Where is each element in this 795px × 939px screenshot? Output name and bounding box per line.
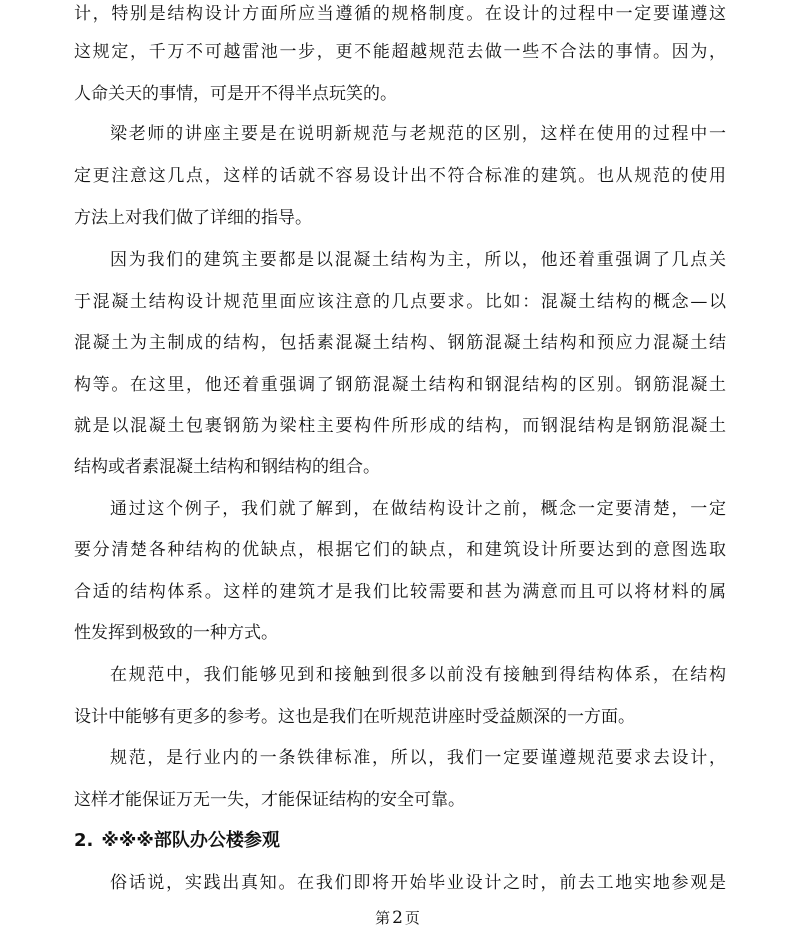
page-footer	[0, 908, 795, 928]
paragraph-line: 方法上对我们做了详细的指导。	[74, 208, 312, 228]
paragraph-line: 设计中能够有更多的参考。这也是我们在听规范讲座时受益颇深的一方面。	[74, 707, 635, 727]
paragraph-line: 合适的结构体系。这样的建筑才是我们比较需要和甚为满意而且可以将材料的属	[74, 582, 726, 602]
section-title: ※※※部队办公楼参观	[101, 830, 280, 851]
paragraph-line: 俗话说，实践出真知。在我们即将开始毕业设计之时，前去工地实地参观是	[110, 873, 726, 893]
footer-prefix: 第	[375, 909, 391, 927]
footer-suffix: 页	[404, 909, 420, 927]
paragraph-line: 规范，是行业内的一条铁律标准，所以，我们一定要谨遵规范要求去设计，	[110, 748, 726, 768]
paragraph-line: 构等。在这里，他还着重强调了钢筋混凝土结构和钢混结构的区别。钢筋混凝土	[74, 375, 726, 395]
paragraph-line: 人命关天的事情，可是开不得半点玩笑的。	[74, 84, 397, 104]
paragraph-line: 计，特别是结构设计方面所应当遵循的规格制度。在设计的过程中一定要谨遵这	[74, 4, 726, 24]
paragraph-line: 通过这个例子，我们就了解到，在做结构设计之前，概念一定要清楚，一定	[110, 499, 726, 519]
paragraph-line: 结构或者素混凝土结构和钢结构的组合。	[74, 457, 380, 477]
paragraph-line: 于混凝土结构设计规范里面应该注意的几点要求。比如：混凝土结构的概念—以	[74, 292, 726, 312]
paragraph-line: 要分清楚各种结构的优缺点，根据它们的缺点，和建筑设计所要达到的意图选取	[74, 540, 726, 560]
page-number: 2	[392, 908, 403, 928]
paragraph-line: 性发挥到极致的一种方式。	[74, 623, 278, 643]
paragraph-line: 就是以混凝土包裹钢筋为梁柱主要构件所形成的结构，而钢混结构是钢筋混凝土	[74, 416, 726, 436]
section-number: 2.	[74, 830, 94, 851]
paragraph-line: 梁老师的讲座主要是在说明新规范与老规范的区别，这样在使用的过程中一	[110, 124, 726, 144]
paragraph-line: 这样才能保证万无一失，才能保证结构的安全可靠。	[74, 790, 465, 810]
paragraph-line: 这规定，千万不可越雷池一步，更不能超越规范去做一些不合法的事情。因为，	[74, 42, 726, 62]
section-heading	[74, 828, 280, 854]
paragraph-line: 混凝土为主制成的结构，包括素混凝土结构、钢筋混凝土结构和预应力混凝土结	[74, 333, 726, 353]
paragraph-line: 因为我们的建筑主要都是以混凝土结构为主，所以，他还着重强调了几点关	[110, 250, 726, 270]
paragraph-line: 定更注意这几点，这样的话就不容易设计出不符合标准的建筑。也从规范的使用	[74, 166, 726, 186]
paragraph-line: 在规范中，我们能够见到和接触到很多以前没有接触到得结构体系，在结构	[110, 665, 726, 685]
